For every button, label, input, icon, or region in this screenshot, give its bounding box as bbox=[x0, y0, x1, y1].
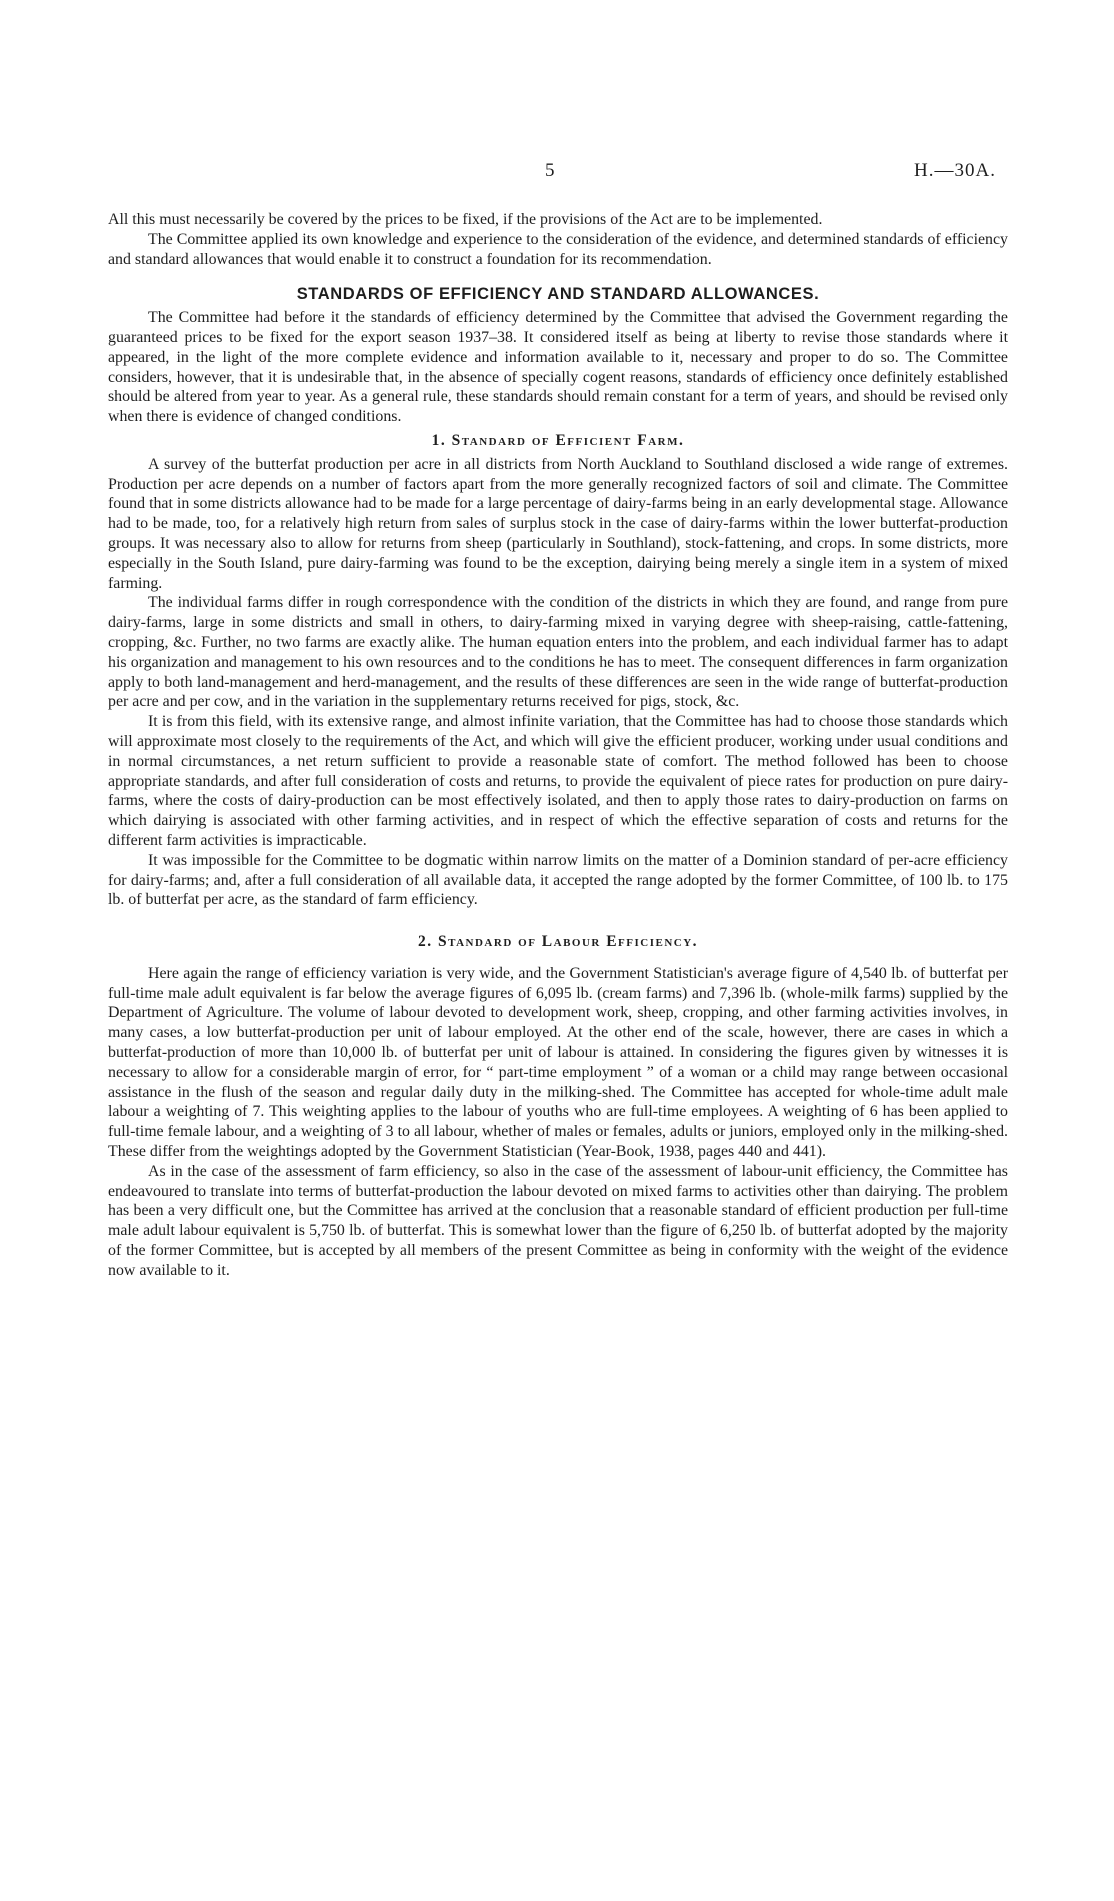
standards-paragraph: The Committee had before it the standards of efficiency determined by the Committee that advised the Government regarding the guaranteed prices to be fixed for the export season 1937–38. It considered itself as being at liberty to revise those standards where it appeared, in the light of the more complete evidence and information available to it, necessary and proper to do so. The Committee considers, however, that it is undesirable that, in the absence of specially cogent reasons, standards of efficiency once definitely established should be altered from year to year. As a general rule, these standards should remain constant for a term of years, and should be revised only when there is evidence of changed conditions. bbox=[108, 309, 1008, 426]
section-1-paragraph: It was impossible for the Committee to be dogmatic within narrow limits on the matter of a Dominion standard of per-acre efficiency for dairy-farms; and, after a full consideration of all available data, it accepted the range adopted by the former Committee, of 100 lb. to 175 lb. of butterfat per acre, as the standard of farm efficiency. bbox=[108, 851, 1008, 909]
section-1-paragraph: It is from this field, with its extensive range, and almost infinite variation, that the Committee has had to choose those standards which will approximate most closely to the requirements of the Act, and which will give the efficient producer, working under usual conditions and in normal circumstances, a net return sufficient to provide a reasonable state of comfort. The method followed has been to choose appropriate standards, and after full consideration of costs and returns, to provide the equivalent of piece rates for production on pure dairy-farms, where the costs of dairy-production can be most effectively isolated, and then to apply those rates to dairy-production on farms on which dairying is associated with other farming activities, and in respect of which the effective separation of costs and returns for the different farm activities is impracticable. bbox=[108, 713, 1008, 849]
page-number: 5 bbox=[545, 160, 555, 181]
main-heading: STANDARDS OF EFFICIENCY AND STANDARD ALLOWANCES. bbox=[296, 285, 820, 304]
section-1-paragraph: A survey of the butterfat production per acre in all districts from North Auckland to Southland disclosed a wide range of extremes. Production per acre depends on a number of factors apart from the more generally recognized factors of soil and climate. The Committee found that in some districts allowance had to be made for a large percentage of dairy-farms being in an early developmental stage. Allowance had to be made, too, for a relatively high return from sales of surplus stock in the case of dairy-farms within the lower butterfat-production groups. It was necessary also to allow for returns from sheep (particularly in Southland), stock-fattening, and crops. In some districts, more especially in the South Island, pure dairy-farming was found to be the exception, dairying being merely a single item in a system of mixed farming. bbox=[108, 455, 1008, 592]
intro-paragraph-1: All this must necessarily be covered by the prices to be fixed, if the provisions of the Act are to be implemented. bbox=[108, 211, 823, 228]
section-2-paragraph: Here again the range of efficiency variation is very wide, and the Government Statistician's average figure of 4,540 lb. of butterfat per full-time male adult equivalent is far below the average figures of 6,095 lb. (cream farms) and 7,396 lb. (whole-milk farms) supplied by the Department of Agriculture. The volume of labour devoted to development work, sheep, cropping, and other farming activities involves, in many cases, a low butterfat-production per unit of labour employed. At the other end of the scale, however, there are cases in which a butterfat-production of more than 10,000 lb. of butterfat per unit of labour is attained. In considering the figures given by witnesses it is necessary to allow for a considerable margin of error, for “ part-time employment ” of a woman or a child may range between occasional assistance in the flush of the season and regular daily duty in the milking-shed. The Committee has accepted for whole-time adult male labour a weighting of 7. This weighting applies to the labour of youths who are full-time employees. A weighting of 6 has been applied to full-time female labour, and a weighting of 3 to all labour, whether of males or females, adults or juniors, employed only in the milking-shed. These differ from the weightings adopted by the Government Statistician (Year-Book, 1938, pages 440 and 441). bbox=[108, 964, 1008, 1161]
section-2-heading: 2. Standard of Labour Efficiency. bbox=[417, 933, 699, 951]
section-1-paragraph: The individual farms differ in rough correspondence with the condition of the districts in which they are found, and range from pure dairy-farms, large in some districts and small in others, to dairy-farming mixed in varying degree with sheep-raising, cattle-fattening, cropping, &c. Further, no two farms are exactly alike. The human equation enters into the problem, and each individual farmer has to adapt his organization and management to his own resources and to the conditions he has to meet. The consequent differences in farm organization apply to both land-management and herd-management, and the results of these differences are seen in the wide range of butterfat-production per acre and per cow, and in the variation in the supplementary returns received for pigs, stock, &c. bbox=[108, 594, 1008, 711]
page-header bbox=[0, 160, 1114, 184]
document-body bbox=[108, 210, 1008, 1281]
intro-paragraph-2: The Committee applied its own knowledge and experience to the consideration of the evidence, and determined standards of efficiency and standard allowances that would enable it to construct a foundation for its recommendation. bbox=[108, 230, 1008, 268]
section-2-paragraph: As in the case of the assessment of farm efficiency, so also in the case of the assessment of labour-unit efficiency, the Committee has endeavoured to translate into terms of butterfat-production the labour devoted on mixed farms to activities other than dairying. The problem has been a very difficult one, but the Committee has arrived at the conclusion that a reasonable standard of efficient production per full-time male adult labour equivalent is 5,750 lb. of butterfat. This is somewhat lower than the figure of 6,250 lb. of butterfat adopted by the majority of the former Committee, but is accepted by all members of the present Committee as being in conformity with the weight of the evidence now available to it. bbox=[108, 1162, 1008, 1279]
series-reference: H.—30A. bbox=[914, 160, 996, 181]
section-1-heading: 1. Standard of Efficient Farm. bbox=[431, 431, 685, 449]
